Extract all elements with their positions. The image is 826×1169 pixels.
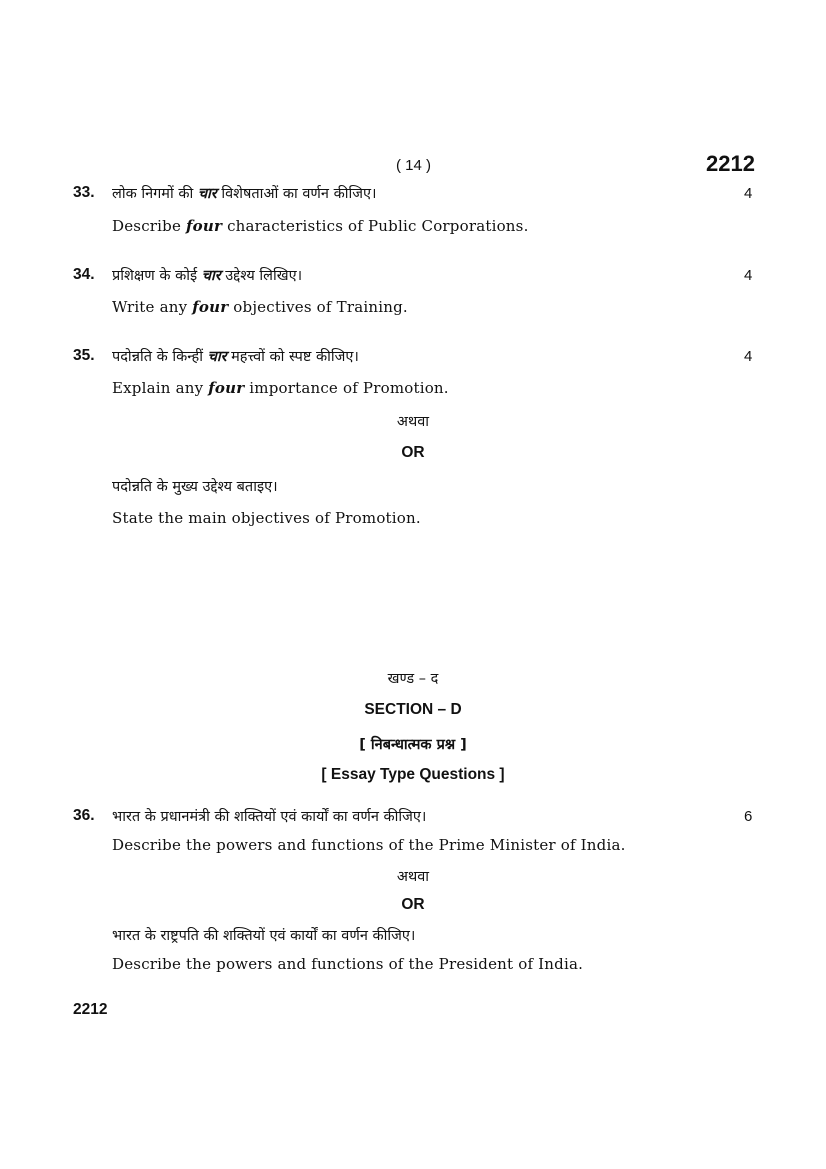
question-35-or-hindi: अथवा [396,414,430,430]
paper-code-footer: 2212 [73,1001,108,1018]
question-33-number: 33. [73,184,95,201]
question-35-english: Explain any four importance of Promotion. [112,379,449,397]
question-36-alt-hindi: भारत के राष्ट्रपति की शक्तियों एवं कार्यों का वर्णन कीजिए। [112,928,416,944]
question-33-marks: 4 [744,185,753,202]
section-type-english: [ Essay Type Questions ] [321,766,505,783]
question-33-hindi: लोक निगमों की चार विशेषताओं का वर्णन कीजिए। [112,186,377,202]
question-36-or-english: OR [401,896,425,913]
section-title-hindi: खण्ड – द [387,671,439,687]
question-34-hindi: प्रशिक्षण के कोई चार उद्देश्य लिखिए। [112,268,303,284]
question-36-alt-english: Describe the powers and functions of the President of India. [112,955,584,973]
question-34-marks: 4 [744,267,753,284]
question-36-number: 36. [73,807,95,824]
section-title-english: SECTION – D [364,701,462,718]
question-36-or-hindi: अथवा [396,869,430,885]
question-36-marks: 6 [744,808,753,825]
question-36-hindi: भारत के प्रधानमंत्री की शक्तियों एवं कार्यों का वर्णन कीजिए। [112,809,427,825]
section-type-hindi: [ निबन्धात्मक प्रश्न ] [359,737,467,753]
question-35-number: 35. [73,347,95,364]
question-34-number: 34. [73,266,95,283]
question-36-english: Describe the powers and functions of the Prime Minister of India. [112,836,626,854]
question-35-marks: 4 [744,348,753,365]
page-number: ( 14 ) [396,157,432,174]
question-34-english: Write any four objectives of Training. [112,298,408,316]
question-35-hindi: पदोन्नति के किन्हीं चार महत्त्वों को स्पष्ट कीजिए। [112,349,359,365]
question-35-alt-hindi: पदोन्नति के मुख्य उद्देश्य बताइए। [112,479,278,495]
question-33-english: Describe four characteristics of Public Corporations. [112,217,529,235]
question-35-or-english: OR [401,444,425,461]
paper-code-header: 2212 [706,151,755,176]
question-35-alt-english: State the main objectives of Promotion. [112,509,421,527]
